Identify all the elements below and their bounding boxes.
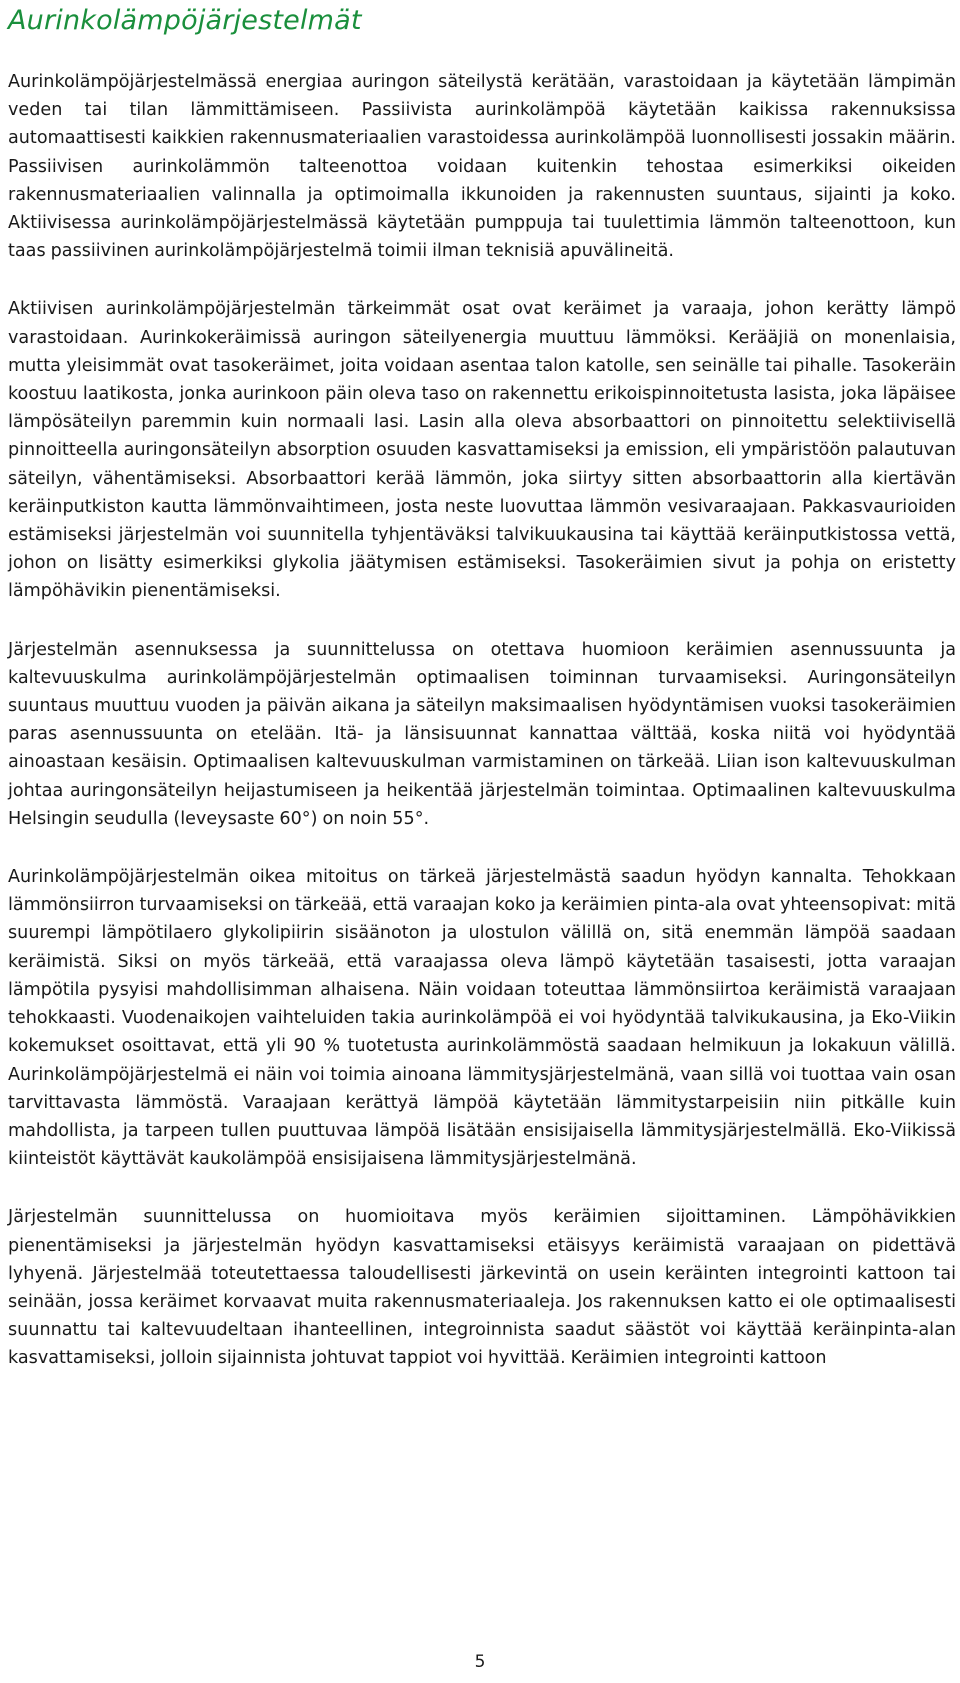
paragraph: Aktiivisen aurinkolämpöjärjestelmän tärkeimmät osat ovat keräimet ja varaaja, johon kerätty lämpö varastoidaan. Aurinkokeräimissä auringon säteilyenergia muuttuu lämmöksi. Kerääjiä on monenlaisia, mutta yleisimmät ovat tasokeräimet, joita voidaan asentaa talon katolle, sen seinälle tai pihalle. Tasokeräin koostuu laatikosta, jonka aurinkoon päin oleva taso on rakennettu erikoispinnoitetusta lasista, joka läpäisee lämpösäteilyn paremmin kuin normaali lasi. Lasin alla oleva absorbaattori on pinnoitettu selektiivisellä pinnoitteella auringonsäteilyn absorption osuuden kasvattamiseksi ja emission, eli ympäristöön palautuvan säteilyn, vähentämiseksi. Absorbaattori kerää lämmön, joka siirtyy sitten absorbaattorin alla kiertävän keräinputkiston kautta lämmönvaihtimeen, josta neste luovuttaa lämmön vesivaraajaan. Pakkasvaurioiden estämiseksi järjestelmän voi suunnitella tyhjentäväksi talvikuukausina tai käyttää keräinputkistossa vettä, johon on lisätty esimerkiksi glykolia jäätymisen estämiseksi. Tasokeräimien sivut ja pohja on eristetty lämpöhävikin pienentämiseksi. (8, 299, 956, 602)
page-title: Aurinkolämpöjärjestelmät (8, 5, 362, 36)
body-text (8, 68, 956, 1373)
paragraph: Järjestelmän suunnittelussa on huomioitava myös keräimien sijoittaminen. Lämpöhävikkien pienentämiseksi ja järjestelmän hyödyn kasvattamiseksi etäisyys keräimistä varaajaan on pidettävä lyhyenä. Järjestelmää toteutettaessa taloudellisesti järkevintä on usein keräinten integrointi kattoon tai seinään, jossa keräimet korvaavat muita rakennusmateriaaleja. Jos rakennuksen katto ei ole optimaalisesti suunnattu tai kaltevuudeltaan ihanteellinen, integroinnista saadut säästöt voi käyttää keräinpinta-alan kasvattamiseksi, jolloin sijainnista johtuvat tappiot voi hyvittää. Keräimien integrointi kattoon (8, 1207, 956, 1369)
page-number: 5 (474, 1652, 486, 1672)
document-page (8, 0, 956, 1683)
paragraph: Aurinkolämpöjärjestelmän oikea mitoitus on tärkeä järjestelmästä saadun hyödyn kannalta. Tehokkaan lämmönsiirron turvaamiseksi on tärkeää, että varaajan koko ja keräimien pinta-ala ovat yhteensopivat: mitä suurempi lämpötilaero glykolipiirin sisäänoton ja ulostulon välillä on, sitä enemmän lämpöä saadaan keräimistä. Siksi on myös tärkeää, että varaajassa oleva lämpö käytetään tasaisesti, jotta varaajan lämpötila pysyisi mahdollisimman alhaisena. Näin voidaan toteuttaa lämmönsiirtoa keräimistä varaajaan tehokkaasti. Vuodenaikojen vaihteluiden takia aurinkolämpöä ei voi hyödyntää talvikukausina, ja Eko-Viikin kokemukset osoittavat, että yli 90 % tuotetusta aurinkolämmöstä saadaan helmikuun ja lokakuun välillä. Aurinkolämpöjärjestelmä ei näin voi toimia ainoana lämmitysjärjestelmänä, vaan sillä voi tuottaa vain osan tarvittavasta lämmöstä. Varaajaan kerättyä lämpöä käytetään lämmitystarpeisiin niin pitkälle kuin mahdollista, ja tarpeen tullen puuttuvaa lämpöä lisätään ensisijaisella lämmitysjärjestelmällä. Eko-Viikissä kiinteistöt käyttävät kaukolämpöä ensisijaisena lämmitysjärjestelmänä. (8, 867, 956, 1170)
paragraph: Aurinkolämpöjärjestelmässä energiaa auringon säteilystä kerätään, varastoidaan ja käytetään lämpimän veden tai tilan lämmittämiseen. Passiivista aurinkolämpöä käytetään kaikissa rakennuksissa automaattisesti kaikkien rakennusmateriaalien varastoidessa aurinkolämpöä luonnollisesti jossakin määrin. Passiivisen aurinkolämmön talteenottoa voidaan kuitenkin tehostaa esimerkiksi oikeiden rakennusmateriaalien valinnalla ja optimoimalla ikkunoiden ja rakennusten suuntaus, sijainti ja koko. Aktiivisessa aurinkolämpöjärjestelmässä käytetään pumppuja tai tuulettimia lämmön talteenottoon, kun taas passiivinen aurinkolämpöjärjestelmä toimii ilman teknisiä apuvälineitä. (8, 72, 956, 262)
paragraph: Järjestelmän asennuksessa ja suunnittelussa on otettava huomioon keräimien asennussuunta ja kaltevuuskulma aurinkolämpöjärjestelmän optimaalisen toiminnan turvaamiseksi. Auringonsäteilyn suuntaus muuttuu vuoden ja päivän aikana ja säteilyn maksimaalisen hyödyntämisen vuoksi tasokeräimien paras asennussuunta on etelään. Itä- ja länsisuunnat kannattaa välttää, koska niitä voi hyödyntää ainoastaan kesäisin. Optimaalisen kaltevuuskulman varmistaminen on tärkeää. Liian ison kaltevuuskulman johtaa auringonsäteilyn heijastumiseen ja heikentää järjestelmän toimintaa. Optimaalinen kaltevuuskulma Helsingin seudulla (leveysaste 60°) on noin 55°. (8, 639, 956, 829)
